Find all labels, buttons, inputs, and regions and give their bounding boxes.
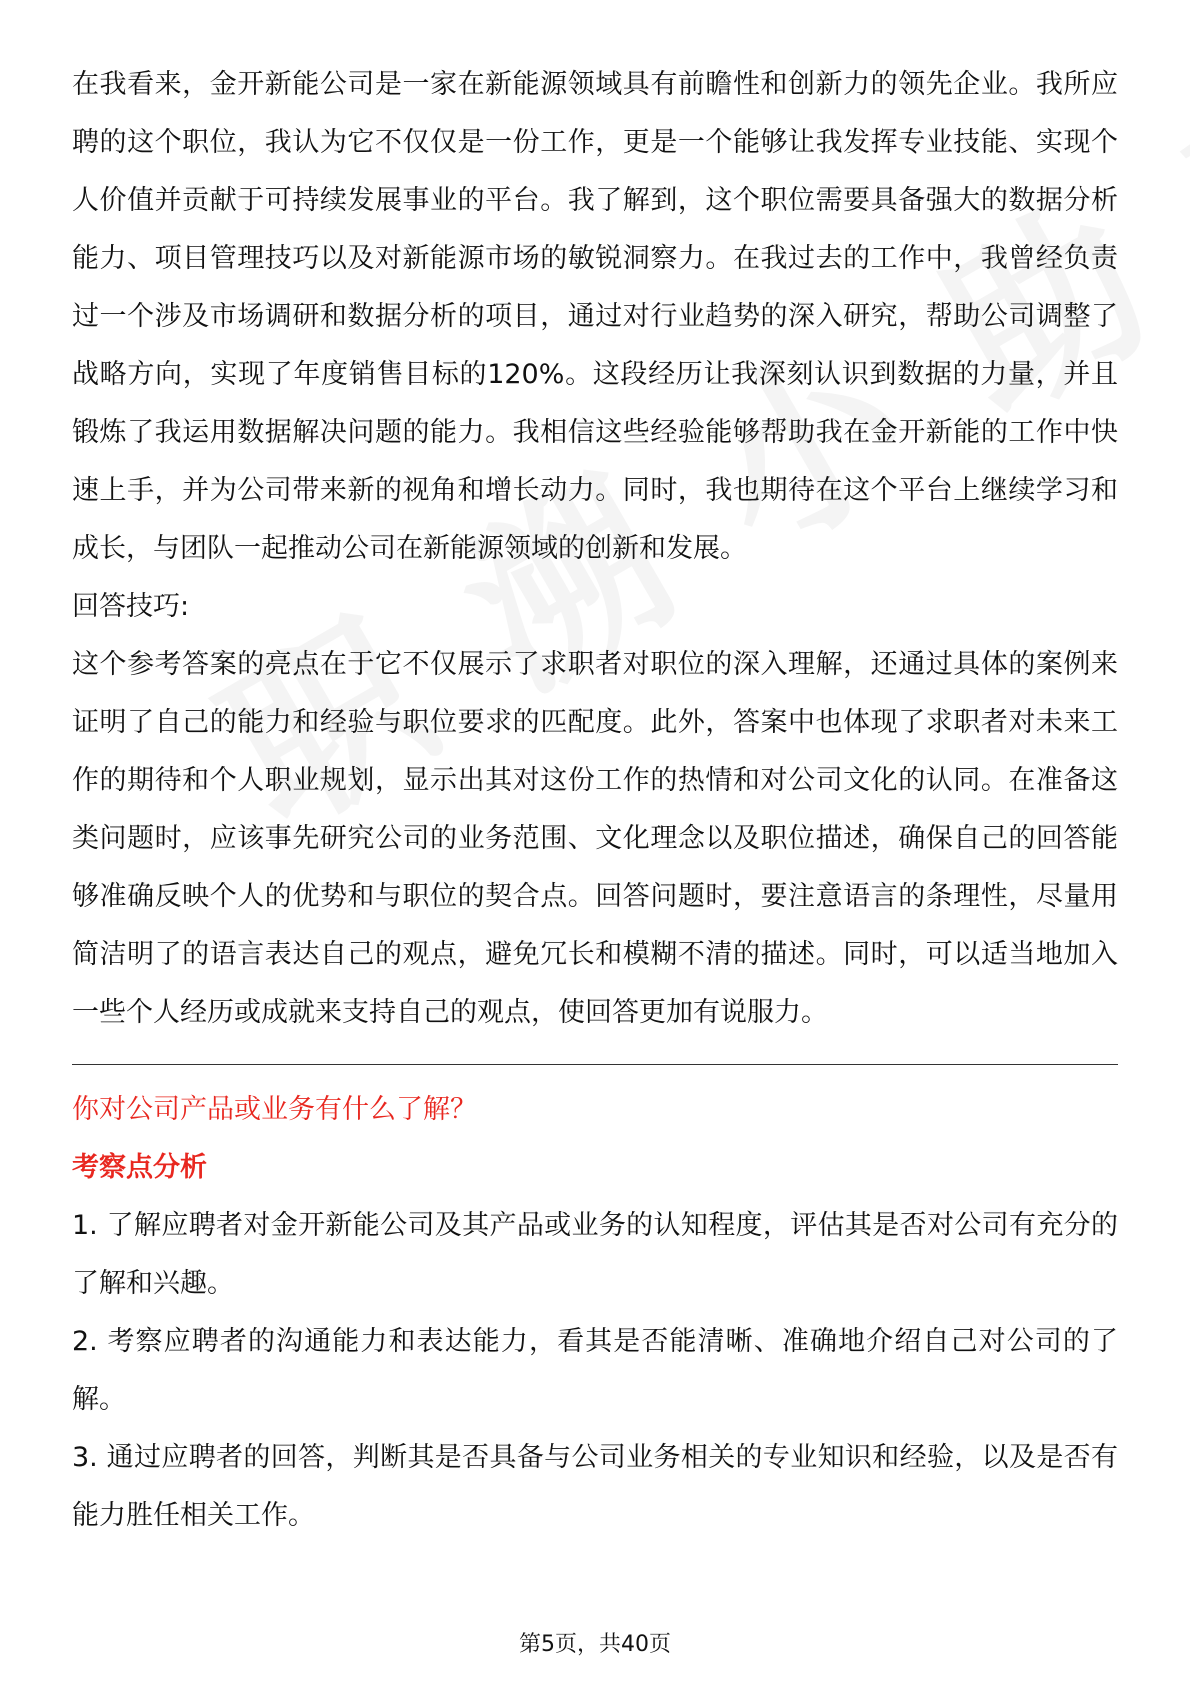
page-content: [72, 56, 1118, 1545]
analysis-item-3: 3. 通过应聘者的回答，判断其是否具备与公司业务相关的专业知识和经验，以及是否有能力胜任相关工作。: [72, 1442, 1118, 1531]
answer-paragraph: 在我看来，金开新能公司是一家在新能源领域具有前瞻性和创新力的领先企业。我所应聘的这个职位，我认为它不仅仅是一份工作，更是一个能够让我发挥专业技能、实现个人价值并贡献于可持续发展事业的平台。我了解到，这个职位需要具备强大的数据分析能力、项目管理技巧以及对新能源市场的敏锐洞察力。在我过去的工作中，我曾经负责过一个涉及市场调研和数据分析的项目，通过对行业趋势的深入研究，帮助公司调整了战略方向，实现了年度销售目标的120%。这段经历让我深刻认识到数据的力量，并且锻炼了我运用数据解决问题的能力。我相信这些经验能够帮助我在金开新能的工作中快速上手，并为公司带来新的视角和增长动力。同时，我也期待在这个平台上继续学习和成长，与团队一起推动公司在新能源领域的创新和发展。: [72, 69, 1118, 564]
tips-label: 回答技巧:: [72, 591, 190, 622]
page-footer: 第5页，共40页: [519, 1632, 671, 1657]
section-divider: [72, 1064, 1118, 1065]
question-title: 你对公司产品或业务有什么了解？: [72, 1094, 477, 1125]
tips-paragraph: 这个参考答案的亮点在于它不仅展示了求职者对职位的深入理解，还通过具体的案例来证明了自己的能力和经验与职位要求的匹配度。此外，答案中也体现了求职者对未来工作的期待和个人职业规划，显示出其对这份工作的热情和对公司文化的认同。在准备这类问题时，应该事先研究公司的业务范围、文化理念以及职位描述，确保自己的回答能够准确反映个人的优势和与职位的契合点。回答问题时，要注意语言的条理性，尽量用简洁明了的语言表达自己的观点，避免冗长和模糊不清的描述。同时，可以适当地加入一些个人经历或成就来支持自己的观点，使回答更加有说服力。: [72, 649, 1118, 1028]
analysis-heading: 考察点分析: [72, 1152, 207, 1183]
analysis-item-1: 1. 了解应聘者对金开新能公司及其产品或业务的认知程度，评估其是否对公司有充分的了解和兴趣。: [72, 1210, 1118, 1299]
analysis-item-2: 2. 考察应聘者的沟通能力和表达能力，看其是否能清晰、准确地介绍自己对公司的了解。: [72, 1326, 1118, 1415]
